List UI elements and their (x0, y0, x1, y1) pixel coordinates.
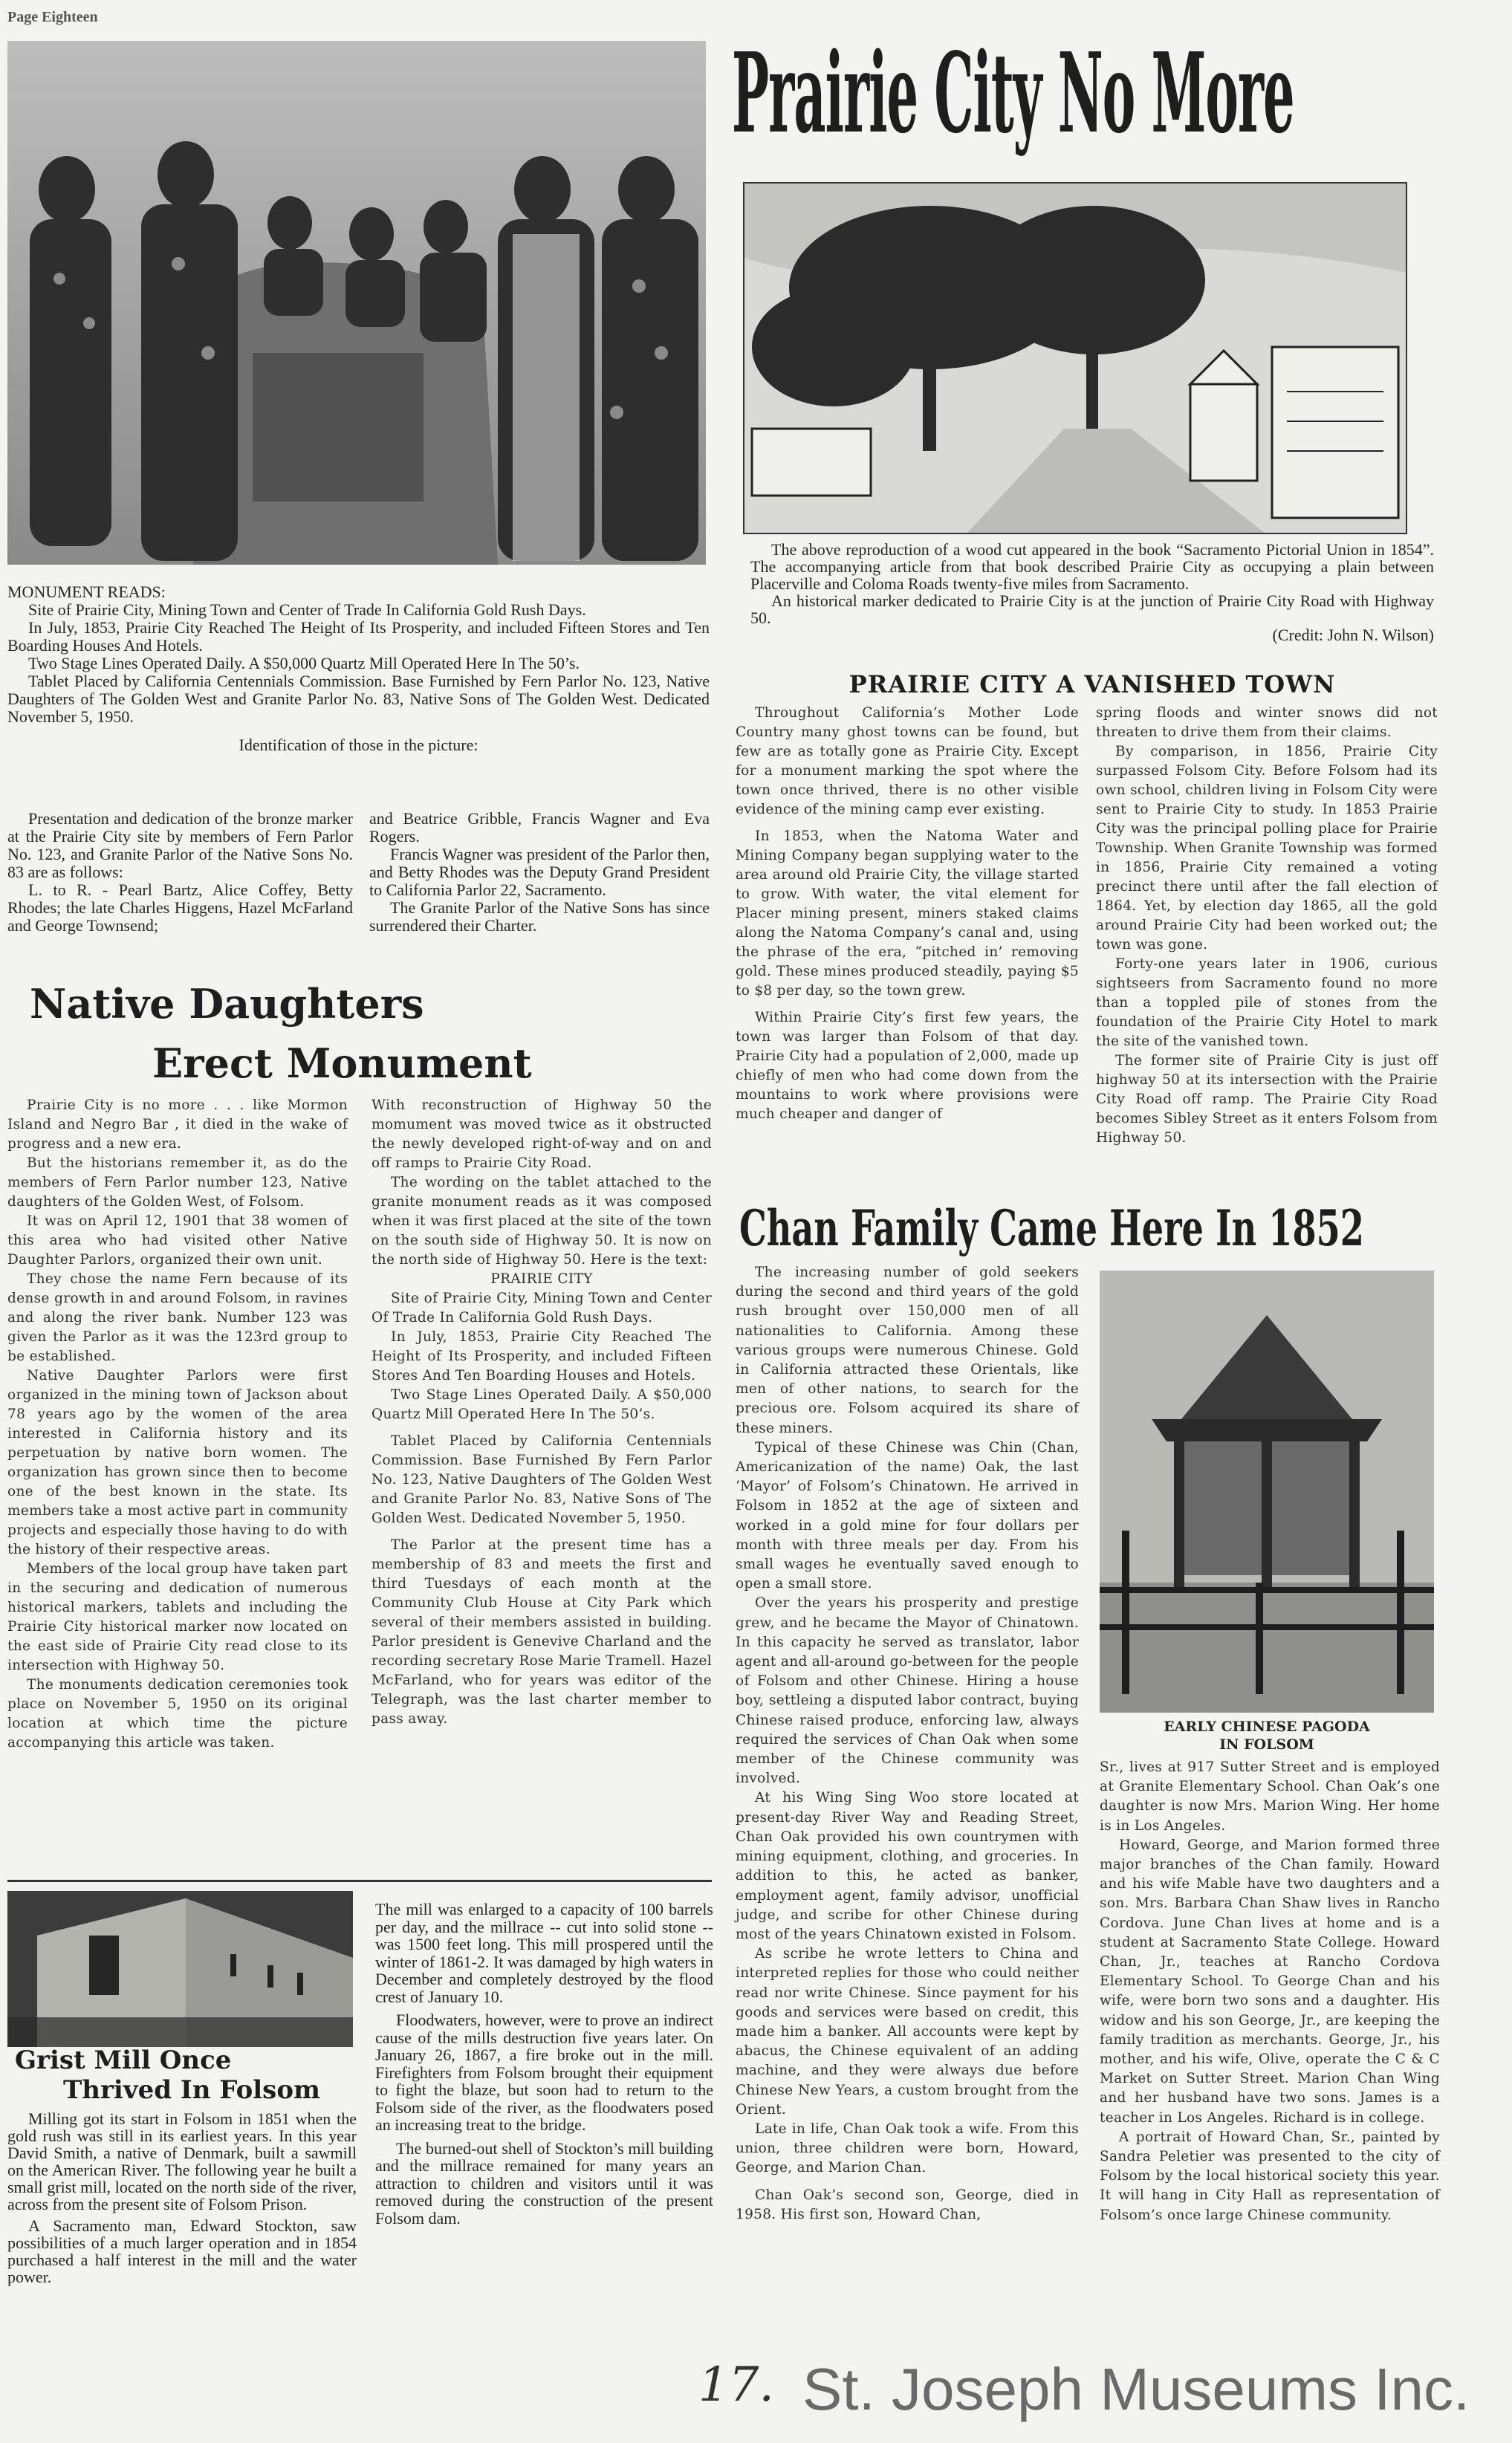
native-daughters-headline-1: Native Daughters (30, 980, 424, 1028)
pagoda-caption-line-1: EARLY CHINESE PAGODA (1164, 1719, 1370, 1735)
tablet-paragraph: Two Stage Lines Operated Daily. A $50,000 Quartz Mill Operated Here In The 50’s. (371, 1387, 712, 1422)
article-paragraph: The monuments dedication ceremonies took place on November 5, 1950 on its original location at which time the picture accompanying this article was taken. (7, 1677, 348, 1751)
article-paragraph: Chan Oak’s second son, George, died in 1958. His first son, Howard Chan, (736, 2187, 1079, 2222)
identification-paragraph: The Granite Parlor of the Native Sons has since surrendered their Charter. (369, 898, 710, 935)
chinese-pagoda-photo (1100, 1271, 1434, 1713)
article-paragraph: Typical of these Chinese was Chin (Chan, Americanization of the name) Oak, the last ‘Mayor’ of Folsom’s Chinatown. He arrived in Folsom in 1852 at the age of sixteen and worked in a gold mine for four dollars per month with three meals per day. From his small wages he eventually saved enough to open a small store. (736, 1439, 1079, 1592)
identification-paragraph: Presentation and dedication of the bronze marker at the Prairie City site by members of Fern Parlor No. 123, and Granite Parlor of the Native Sons No. 83 are as follows: (7, 809, 353, 881)
chan-family-headline: Chan Family Came Here In 1852 (739, 1199, 1364, 1257)
identification-column-2 (369, 810, 710, 935)
article-paragraph: With reconstruction of Highway 50 the momument was moved twice as it obstructed the newly developed right-of-way and on and off ramps to Prairie City Road. (371, 1097, 712, 1171)
article-paragraph: Forty-one years later in 1906, curious sightseers from Sacramento found no more than a toppled pile of stones from the foundation of the Prairie City Hotel to mark the site of the vanished town. (1096, 956, 1438, 1049)
page-headline: Prairie City No More (732, 28, 1294, 158)
vanished-town-column-1 (736, 704, 1079, 1124)
grist-mill-photo (7, 1891, 353, 2047)
identification-paragraph: and Beatrice Gribble, Francis Wagner and Eva Rogers. (369, 809, 710, 846)
handwritten-page-number: 17. (698, 2358, 774, 2413)
article-paragraph: spring floods and winter snows did not threaten to drive them from their claims. (1096, 705, 1438, 740)
caption-paragraph: An historical marker dedicated to Prairie City is at the junction of Prairie City Road with Highway 50. (750, 591, 1434, 627)
monument-text (7, 583, 710, 754)
article-paragraph: They chose the name Fern because of its dense growth in and around Folsom, in ravines and along the river bank. Number 123 was given the Parlor as it was the 123rd group to be established. (7, 1271, 348, 1364)
chan-family-column-1 (736, 1263, 1079, 2225)
article-paragraph: Over the years his prosperity and prestige grew, and he became the Mayor of Chinatown. In this capacity he served as translator, labor agent and all-around go-between for the people of Folsom and other Chinese. Hiring a house boy, settleing a disputed labor contract, buying Chinese raised produce, enforcing law, always required the services of Chan Oak when some member of the Chinese community was involved. (736, 1595, 1079, 1787)
article-paragraph: The increasing number of gold seekers during the second and third years of the gold rush brought over 150,000 men of all nationalities to California. Among these various groups were numerous Chinese. Gold in California attracted these Orientals, like men of other nations, to search for the precious ore. Folsom acquired its share of these miners. (736, 1265, 1079, 1436)
native-daughters-headline-2: Erect Monument (152, 1039, 532, 1087)
native-daughters-column-2 (371, 1096, 712, 1729)
woodcut-caption (750, 541, 1434, 643)
article-paragraph: A Sacramento man, Edward Stockton, saw possibilities of a much larger operation and in 1854 purchased a half interest in the mill and the water power. (7, 2216, 357, 2286)
monument-line: Tablet Placed by California Centennials Commission. Base Furnished by Fern Parlor No. 123, Native Daughters of The Golden West and Granite Parlor No. 83, Native Sons of The Golden West. Dedicated November 5, 1950. (7, 672, 710, 726)
article-paragraph: The wording on the tablet attached to the granite monument reads as it was composed when it was first placed at the site of the town on the south side of Highway 50. It is now on the north side of Highway 50. Here is the text: (371, 1175, 712, 1268)
article-paragraph: As scribe he wrote letters to China and interpreted replies for those who could neither read nor write Chinese. Since payment for his goods and services were based on credit, this made him a banker. All accounts were kept by abacus, the Chinese equivalent of an adding machine, and they were always due before Chinese New Years, a custom brought from the Orient. (736, 1946, 1079, 2118)
monument-group-photo (7, 41, 706, 565)
woodcut-illustration (743, 182, 1407, 534)
identification-column-1 (7, 810, 353, 935)
article-paragraph: The former site of Prairie City is just off highway 50 at its intersection with the Prairie City Road off ramp. The Prairie City Road becomes Sibley Street as it enters Folsom from Highway 50. (1096, 1053, 1438, 1146)
article-paragraph: Sr., lives at 917 Sutter Street and is employed at Granite Elementary School. Chan Oak’s one daughter is now Mrs. Marion Wing. Her home is in Los Angeles. (1100, 1759, 1440, 1834)
article-paragraph: The Parlor at the present time has a membership of 83 and meets the first and third Tuesdays of each month at the Community Club House at City Park which several of their members assisted in building. Parlor president is Genevive Charland and the recording secretary Rose Marie Tramell. Hazel McFarland, who for years was editor of the Telegraph, was the last charter member to pass away. (371, 1537, 712, 1727)
caption-paragraph: The above reproduction of a wood cut appeared in the book “Sacramento Pictorial Union in 1854”. The accompanying article from that book described Prairie City as occupying a plain between Placerville and Coloma Roads twenty-five miles from Sacramento. (750, 540, 1434, 593)
photo-credit: (Credit: John N. Wilson) (1272, 626, 1434, 644)
article-paragraph: By comparison, in 1856, Prairie City surpassed Folsom City. Before Folsom had its own school, children living in Folsom City were sent to Prairie City to study. In 1853 Prairie City was the principal polling place for Prairie Township. When Granite Township was formed in 1856, Prairie City remained a voting precinct there until after the fall election of 1864. Yet, by election day 1865, all the gold around Prairie City had been worked out; the town was gone. (1096, 744, 1438, 953)
identification-paragraph: Francis Wagner was president of the Parlor then, and Betty Rhodes was the Deputy Grand President to California Parlor 22, Sacramento. (369, 845, 710, 899)
article-paragraph: Within Prairie City’s first few years, the town was larger than Folsom of that day. Prairie City had a population of 2,000, made up chiefly of men who had come down from the mountains to work where provisions were much cheaper and danger of (736, 1010, 1079, 1122)
article-paragraph: Late in life, Chan Oak took a wife. From this union, three children were born, Howard, George, and Marion Chan. (736, 2121, 1079, 2176)
tablet-paragraph: Tablet Placed by California Centennials Commission. Base Furnished By Fern Parlor No. 123, Native Daughters of The Golden West and Granite Parlor No. 83, Native Sons of The Golden West. Dedicated November 5, 1950. (371, 1433, 712, 1526)
article-paragraph: A portrait of Howard Chan, Sr., painted by Sandra Peletier was presented to the city of Folsom by the local historical society this year. It will hang in City Hall as representation of Folsom’s once large Chinese community. (1100, 2129, 1440, 2223)
vanished-town-heading: PRAIRIE CITY A VANISHED TOWN (849, 670, 1336, 698)
monument-line: Site of Prairie City, Mining Town and Center of Trade In California Gold Rush Days. (28, 600, 586, 619)
article-paragraph: The mill was enlarged to a capacity of 100 barrels per day, and the millrace -- cut into solid stone -- was 1500 feet long. This mill prospered until the winter of 1861-2. It was damaged by high waters in December and completely destroyed by the flood crest of January 10. (375, 1900, 713, 2006)
article-paragraph: Prairie City is no more . . . like Mormon Island and Negro Bar , it died in the wake of progress and a new era. (7, 1097, 348, 1152)
grist-mill-column-1 (7, 2110, 357, 2285)
identification-heading: Identification of those in the picture: (239, 736, 478, 754)
tablet-paragraph: In July, 1853, Prairie City Reached The Height of Its Prosperity, and included Fifteen Stores And Ten Boarding Houses and Hotels. (371, 1329, 712, 1383)
article-paragraph: Milling got its start in Folsom in 1851 when the gold rush was still in its earliest years. In this year David Smith, a native of Denmark, built a sawmill on the American River. The following year he built a small grist mill, located on the north side of the river, across from the present site of Folsom Prison. (7, 2109, 357, 2213)
watermark: St. Joseph Museums Inc. (802, 2356, 1470, 2422)
tablet-title: PRAIRIE CITY (490, 1271, 593, 1287)
pagoda-caption-line-2: IN FOLSOM (1219, 1736, 1314, 1753)
grist-mill-column-2 (375, 1901, 713, 2227)
vanished-town-column-2 (1096, 704, 1438, 1148)
grist-mill-headline-2: Thrived In Folsom (63, 2075, 320, 2105)
monument-line: Two Stage Lines Operated Daily. A $50,000 Quartz Mill Operated Here In The 50’s. (28, 654, 580, 672)
tablet-paragraph: Site of Prairie City, Mining Town and Center Of Trade In California Gold Rush Days. (371, 1291, 712, 1326)
grist-mill-headline-1: Grist Mill Once (15, 2045, 232, 2075)
article-paragraph: In 1853, when the Natoma Water and Mining Company began supplying water to the area around old Prairie City, the village started to grow. With water, the vital element for Placer mining present, miners staked claims along the Natoma Company’s canal and, using the phrase of the era, “pitched in’ removing gold. These mines produced steadily, paying $5 to $8 per day, so the town grew. (736, 828, 1079, 999)
article-paragraph: At his Wing Sing Woo store located at present-day River Way and Reading Street, Chan Oak provided his own countrymen with mining equipment, clothing, and groceries. In addition to this, he acted as banker, employment agent, family advisor, unofficial judge, and scribe for other Chinese during most of the years Chinatown existed in Folsom. (736, 1790, 1079, 1942)
native-daughters-column-1 (7, 1096, 348, 1753)
article-paragraph: It was on April 12, 1901 that 38 women of this area who had visited other Native Daughter Parlors, organized their own unit. (7, 1213, 348, 1268)
article-paragraph: Floodwaters, however, were to prove an indirect cause of the mills destruction five years later. On January 26, 1867, a fire broke out in the mill. Firefighters from Folsom brought their equipment to fight the blaze, but soon had to return to the Folsom side of the river, as the floodwaters posed an increasing treat to the bridge. (375, 2011, 713, 2134)
article-paragraph: Throughout California’s Mother Lode Country many ghost towns can be found, but few are as totally gone as Prairie City. Except for a monument marking the spot where the town once thrived, there is no other visible evidence of the mining camp ever existing. (736, 705, 1079, 817)
identification-paragraph: L. to R. - Pearl Bartz, Alice Coffey, Betty Rhodes; the late Charles Higgens, Hazel McFarland and George Townsend; (7, 880, 353, 935)
article-paragraph: The burned-out shell of Stockton’s mill building and the millrace remained for many years an attraction to children and visitors until it was removed during the construction of the present Folsom dam. (375, 2138, 713, 2228)
chan-family-column-2 (1100, 1758, 1440, 2225)
page-label: Page Eighteen (7, 9, 98, 25)
article-paragraph: Members of the local group have taken part in the securing and dedication of numerous historical markers, tablets and including the Prairie City historical marker now located on the east side of Prairie City read close to its intersection with Highway 50. (7, 1561, 348, 1673)
section-divider (7, 1880, 712, 1882)
article-paragraph: Native Daughter Parlors were first organized in the mining town of Jackson about 78 years ago by the women of the area interested in California history and its perpetuation by native born women. The organization has grown since then to become one of the best known in the state. Its members take a most active part in community projects and especially those having to do with the history of their respective areas. (7, 1368, 348, 1557)
pagoda-caption (1100, 1718, 1434, 1753)
monument-label: MONUMENT READS: (7, 583, 166, 601)
article-paragraph: Howard, George, and Marion formed three major branches of the Chan family. Howard and his wife Mable have two daughters and a son. Mrs. Barbara Chan Shaw lives in Rancho Cordova. June Chan lives at home and is a student at Sacramento State College. Howard Chan, Jr., teaches at Rancho Cordova Elementary School. To George Chan and his wife, were born two sons and a daughter. His widow and his son George, Jr., are keeping the family tradition as merchants. George, Jr., his mother, and his wife, Olive, operate the C & C Market on Sutter Street. Marion Chan Wing and her husband have two sons. James is a teacher in Los Angeles. Richard is in college. (1100, 1837, 1440, 2126)
article-paragraph: But the historians remember it, as do the members of Fern Parlor number 123, Native daughters of the Golden West, of Folsom. (7, 1155, 348, 1210)
monument-line: In July, 1853, Prairie City Reached The Height of Its Prosperity, and included Fifteen Stores and Ten Boarding Houses And Hotels. (7, 618, 710, 655)
